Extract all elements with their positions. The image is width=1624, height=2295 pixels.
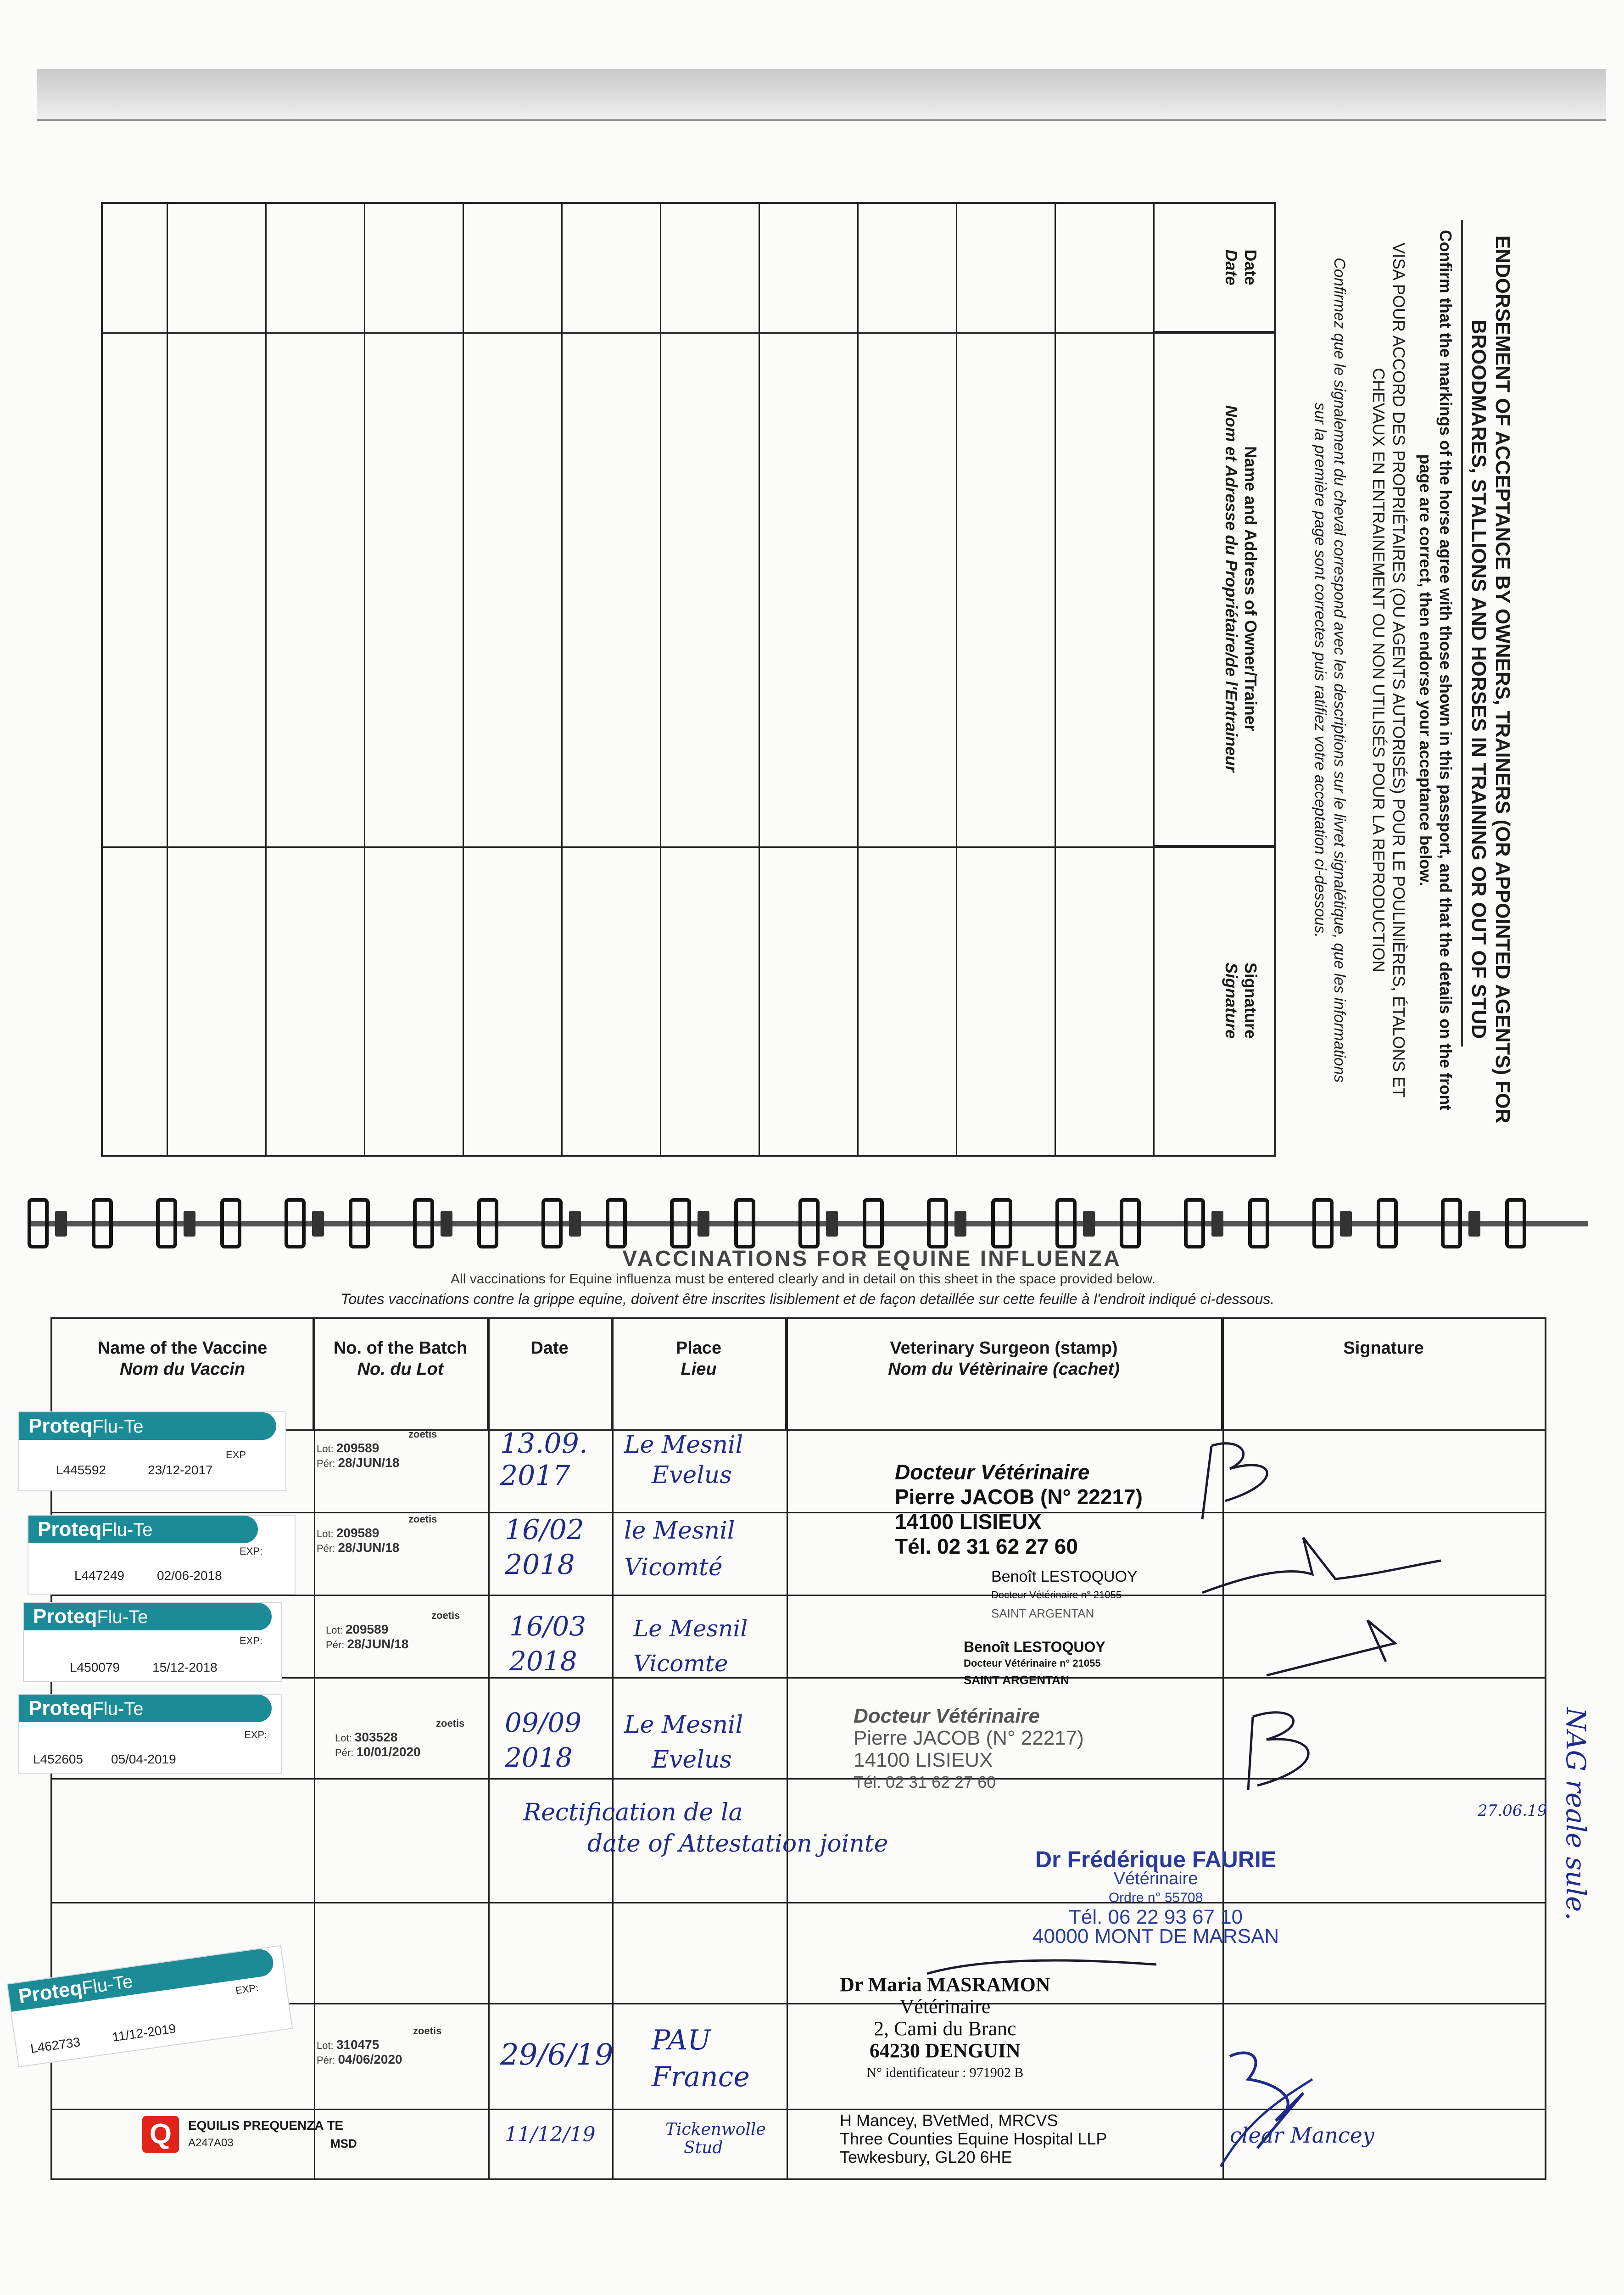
- punch-hole: [569, 1211, 581, 1237]
- vet-stamp-masramon: Dr Maria MASRAMON Vétérinaire 2, Cami du Branc 64230 DENGUIN N° identificateur : 971902 B: [840, 1973, 1050, 2080]
- punch-hole: [55, 1211, 67, 1237]
- row-rule: [1055, 204, 1056, 1155]
- place-entry: Le Mesnil Evelus: [624, 1431, 743, 1489]
- binding-coil: [798, 1198, 820, 1248]
- punch-hole: [184, 1211, 195, 1237]
- sticker-exp: 02/06-2018: [157, 1568, 222, 1583]
- place-entry: le Mesnil Vicomté: [624, 1517, 735, 1581]
- col-vaccine-en: Name of the Vaccine: [97, 1338, 268, 1358]
- batch-brand: zoetis: [431, 1610, 460, 1621]
- binding-coil: [1312, 1198, 1334, 1248]
- col-batch-fr: No. du Lot: [357, 1360, 444, 1379]
- vaccination-instruction-fr: Toutes vaccinations contre la grippe equine, doivent être inscrites lisiblement et de façon detaillée sur cette feuille à l'endroit indiqué ci-dessous.: [340, 1291, 1275, 1307]
- signature-mancey: clear Mancey: [1230, 2123, 1374, 2148]
- punch-hole: [1468, 1211, 1480, 1237]
- signature-scribbles: [1184, 1427, 1478, 1685]
- binding-coil: [413, 1198, 434, 1248]
- punch-hole: [954, 1211, 966, 1237]
- date-entry: 29/6/19: [500, 2038, 614, 2072]
- proteq-band: ProteqFlu-Te: [19, 1412, 276, 1440]
- equilis-code: A247A03: [188, 2137, 234, 2149]
- endorsement-title: ENDORSEMENT OF ACCEPTANCE BY OWNERS, TRAINERS (OR APPOINTED AGENTS) FOR BROODMARES, STALLIONS AND HORSES IN TRAINING OR OUT OF STUD: [1468, 235, 1514, 1124]
- vet-stamp-mancey: H Mancey, BVetMed, MRCVS Three Counties Equine Hospital LLP Tewkesbury, GL20 6HE: [840, 2111, 1107, 2166]
- batch-per: 28/JUN/18: [338, 1540, 400, 1555]
- binding-coil: [1441, 1198, 1462, 1248]
- sticker-exp-label: EXP:: [240, 1635, 263, 1646]
- row-rule: [660, 204, 661, 1155]
- endorsement-page: [64, 202, 1533, 1157]
- vaccination-instruction-en: All vaccinations for Equine influenza must be entered clearly and in detail on this sheet in the space provided below.: [451, 1271, 1155, 1287]
- title-rule: [1461, 220, 1463, 1047]
- proteq-band: ProteqFlu-Te: [19, 1695, 272, 1722]
- col-date-fr: Date: [1222, 249, 1241, 285]
- binding-coil: [285, 1198, 306, 1248]
- batch-brand: zoetis: [408, 1513, 437, 1525]
- batch-lot: 209589: [336, 1526, 379, 1540]
- binding-coil: [1184, 1198, 1205, 1248]
- punch-hole: [1340, 1211, 1352, 1237]
- col-vet-header: [787, 1319, 1222, 1429]
- binding-coil: [1120, 1198, 1141, 1248]
- sticker-lot: L452605: [33, 1752, 84, 1766]
- equilis-name: EQUILIS PREQUENZA TE: [188, 2118, 344, 2133]
- punch-hole: [698, 1211, 709, 1237]
- place-entry: Tickenwolle Stud: [665, 2120, 766, 2157]
- col-owner-header: [1155, 332, 1274, 846]
- binding-coil: [927, 1198, 948, 1248]
- col-signature-en: Signature: [1343, 1338, 1424, 1358]
- row-rule: [759, 204, 760, 1155]
- row-rule: [857, 204, 859, 1155]
- endorsement-confirm-fr: Confirmez que le signalement du cheval correspond avec les descriptions sur le livret signalétique, que les informations sur la première page sont correctes puis ratifiez votre acceptation ci-dessous.: [1311, 257, 1348, 1083]
- date-entry: 16/02 2018: [505, 1514, 584, 1581]
- col-vet-fr: Nom du Vétèrinaire (cachet): [888, 1360, 1120, 1379]
- binding-coil: [92, 1198, 113, 1248]
- row-rule: [561, 204, 563, 1155]
- batch-lot: 209589: [345, 1622, 389, 1636]
- sticker-lot: L445592: [56, 1463, 106, 1477]
- vet-stamp-lestoquoy: Benoît LESTOQUOY Docteur Vétérinaire n° 21055 SAINT ARGENTAN: [991, 1568, 1138, 1620]
- punch-hole: [312, 1211, 324, 1237]
- col-place-en: Place: [675, 1338, 722, 1358]
- proteq-sticker: [18, 1411, 286, 1491]
- sticker-exp-label: EXP:: [240, 1545, 263, 1557]
- col-vet-en: Veterinary Surgeon (stamp): [890, 1338, 1118, 1358]
- binding-coil: [1377, 1198, 1398, 1248]
- batch-sticker: zoetis Lot: 310475 Pér: 04/06/2020: [317, 2024, 402, 2067]
- endorsement-visa-fr: VISA POUR ACCORD DES PROPRIÉTAIRES (OU AGENTS AUTORISÉS) POUR LE POULINIÈRES, ÉTALONS ET CHEVAUX EN ENTRAINEMENT OU NON UTILISÉS POUR LA REPRODUCTION: [1369, 242, 1408, 1098]
- binding-coil: [349, 1198, 370, 1248]
- signature-jacob: [1230, 1698, 1367, 1799]
- col-owner-fr: Nom et Adresse du Propriétaire/de l'Entraineur: [1222, 405, 1241, 772]
- proteq-sticker: [18, 1694, 282, 1774]
- sticker-exp: 05/04-2019: [111, 1752, 176, 1766]
- endorsement-table: [101, 202, 1276, 1157]
- punch-hole: [1083, 1211, 1095, 1237]
- binding-coil: [1505, 1198, 1526, 1248]
- col-date-en: Date: [530, 1338, 569, 1358]
- sticker-exp-label: EXP:: [234, 1982, 259, 1997]
- sticker-exp: 23/12-2017: [148, 1463, 213, 1477]
- batch-sticker: zoetis Lot: 209589 Pér: 28/JUN/18: [326, 1609, 408, 1652]
- date-entry: 16/03 2018: [509, 1611, 586, 1677]
- place-entry: Le Mesnil Evelus: [624, 1711, 743, 1774]
- batch-per: 28/JUN/18: [338, 1455, 400, 1470]
- row-rule: [364, 204, 365, 1155]
- vet-stamp-lestoquoy: Benoît LESTOQUOY Docteur Vétérinaire n° 21055 SAINT ARGENTAN: [964, 1639, 1105, 1687]
- col-signature-en: Signature: [1241, 962, 1260, 1039]
- proteq-band: ProteqFlu-Te: [28, 1516, 258, 1543]
- row-rule: [463, 204, 464, 1155]
- sticker-exp-label: EXP:: [244, 1729, 268, 1741]
- batch-sticker: zoetis Lot: 209589 Pér: 28/JUN/18: [317, 1512, 399, 1556]
- batch-sticker: zoetis Lot: 209589 Pér: 28/JUN/18: [317, 1427, 399, 1471]
- scanner-edge: [37, 69, 1606, 121]
- batch-per: 04/06/2020: [338, 2052, 402, 2066]
- batch-lot: 303528: [354, 1730, 398, 1744]
- place-entry: Le Mesnil Vicomte: [633, 1615, 748, 1677]
- col-batch-en: No. of the Batch: [333, 1338, 468, 1358]
- batch-lot: 209589: [336, 1441, 379, 1455]
- sticker-exp: 11/12-2019: [111, 2021, 177, 2044]
- endorsement-confirm-en: Confirm that the markings of the horse agree with those shown in this passport, and that the details on the front page are correct, then endorse your acceptance below.: [1416, 230, 1455, 1111]
- signature-masramon: [899, 1864, 1427, 2212]
- binding-coil: [541, 1198, 563, 1248]
- batch-lot: 310475: [336, 2038, 379, 2052]
- vet-stamp-faurie: Dr Frédérique FAURIE Vétérinaire Ordre n° 55708 Tél. 06 22 93 67 10 40000 MONT DE MARSAN: [1032, 1847, 1279, 1948]
- binding-coil: [1055, 1198, 1077, 1248]
- col-rule: [103, 846, 1274, 848]
- col-place-fr: Lieu: [681, 1360, 717, 1379]
- date-entry: 13.09. 2017: [500, 1427, 588, 1492]
- col-rule: [314, 1319, 315, 2178]
- binding-coil: [670, 1198, 691, 1248]
- col-signature-header: [1222, 1319, 1545, 1429]
- date-entry: 11/12/19: [505, 2123, 596, 2146]
- batch-per: 10/01/2020: [356, 1745, 421, 1759]
- col-vaccine-fr: Nom du Vaccin: [119, 1360, 246, 1379]
- row-rule: [167, 204, 168, 1155]
- binding-coil: [863, 1198, 884, 1248]
- punch-hole: [441, 1211, 452, 1237]
- proteq-band: ProteqFlu-Te: [24, 1603, 272, 1630]
- col-rule: [787, 1319, 788, 2178]
- punch-hole: [1211, 1211, 1223, 1237]
- batch-brand: zoetis: [408, 1428, 437, 1440]
- sticker-exp-label: EXP: [226, 1449, 246, 1461]
- sticker-lot: L450079: [70, 1660, 120, 1674]
- binding-coil: [1248, 1198, 1269, 1248]
- batch-sticker: zoetis Lot: 303528 Pér: 10/01/2020: [335, 1717, 421, 1760]
- rectification-note: [523, 1797, 888, 1859]
- batch-brand: zoetis: [436, 1718, 465, 1729]
- date-entry: 09/09 2018: [505, 1707, 582, 1773]
- binding-coil: [991, 1198, 1012, 1248]
- batch-brand: zoetis: [413, 2025, 442, 2037]
- rectification-date: 27.06.19: [1478, 1802, 1547, 1820]
- binding-coil: [220, 1198, 241, 1248]
- row-rule: [1153, 204, 1155, 1155]
- col-place-header: [612, 1319, 787, 1429]
- sticker-exp: 15/12-2018: [152, 1660, 218, 1674]
- binding-coil: [477, 1198, 498, 1248]
- col-signature-header: [1155, 846, 1274, 1155]
- rectification-line1: Rectification de la: [523, 1799, 743, 1826]
- col-date-header: [1155, 204, 1274, 332]
- equilis-maker: MSD: [330, 2137, 357, 2150]
- margin-note: NAG reale sule.: [1560, 1707, 1591, 1920]
- col-rule: [488, 1319, 490, 2178]
- binding-coil: [734, 1198, 755, 1248]
- equilis-logo: Q: [142, 2116, 179, 2153]
- vaccination-title: VACCINATIONS FOR EQUINE INFLUENZA: [622, 1247, 1122, 1271]
- col-date-header: [488, 1319, 612, 1429]
- proteq-sticker: [28, 1515, 296, 1595]
- vet-stamp-jacob: Docteur Vétérinaire Pierre JACOB (N° 22217) 14100 LISIEUX Tél. 02 31 62 27 60: [854, 1705, 1084, 1791]
- col-date-en: Date: [1241, 249, 1260, 285]
- binding-coil: [156, 1198, 177, 1248]
- col-rule: [103, 332, 1274, 334]
- col-signature-fr: Signature: [1222, 962, 1241, 1039]
- punch-hole: [826, 1211, 838, 1237]
- place-entry: PAU France: [652, 2024, 750, 2093]
- proteq-sticker: [23, 1602, 282, 1682]
- col-batch-header: [314, 1319, 488, 1429]
- binding-coil: [606, 1198, 627, 1248]
- sticker-lot: L462733: [29, 2034, 81, 2056]
- rectification-line2: date of Attestation jointe: [587, 1830, 888, 1858]
- col-owner-en: Name and Address of Owner/Trainer: [1241, 446, 1260, 731]
- vet-stamp-jacob: Docteur Vétérinaire Pierre JACOB (N° 22217) 14100 LISIEUX Tél. 02 31 62 27 60: [895, 1460, 1143, 1558]
- spiral-binding: [28, 1198, 1588, 1248]
- batch-per: 28/JUN/18: [347, 1637, 409, 1651]
- binding-coil: [28, 1198, 49, 1248]
- row-rule: [265, 204, 267, 1155]
- proteq-band: ProteqFlu-Te: [8, 1948, 275, 2012]
- row-rule: [956, 204, 957, 1155]
- sticker-lot: L447249: [74, 1568, 125, 1583]
